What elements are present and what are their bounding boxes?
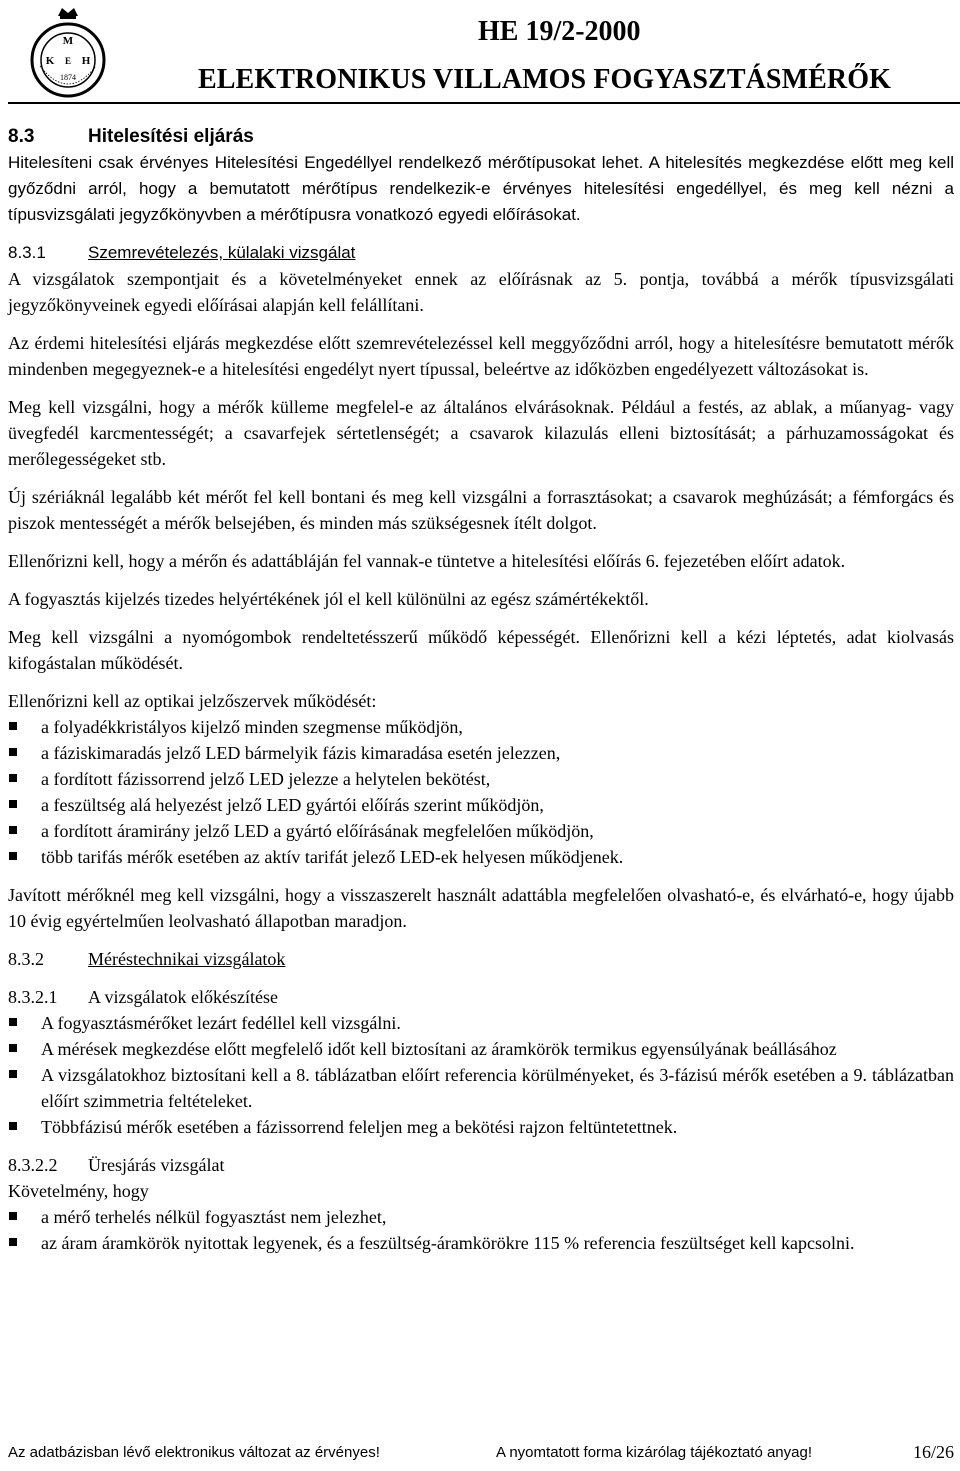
list-item: a fáziskimaradás jelző LED bármelyik fázis kimaradása esetén jelezzen,: [8, 740, 954, 766]
section-number: 8.3: [8, 126, 35, 147]
paragraph: Meg kell vizsgálni a nyomógombok rendeltetésszerű működő képességét. Ellenőrizni kell a kézi léptetés, adat kiolvasás kifogástalan működését.: [8, 627, 954, 673]
section-number: 8.3.1: [8, 243, 46, 262]
document-title: ELEKTRONIKUS VILLAMOS FOGYASZTÁSMÉRŐK: [198, 64, 891, 95]
section-number: 8.3.2: [8, 949, 44, 969]
section-title: Szemrevételezés, külalaki vizsgálat: [88, 243, 356, 262]
paragraph: Hitelesíteni csak érvényes Hitelesítési Engedéllyel rendelkező mérőtípusokat lehet. A hitelesítés megkezdése előtt meg kell győződni arról, hogy a bemutatott mérőtípus rendelkezik-e érvényes hitelesítési engedéllyel, és meg kell nézni a típusvizsgálati jegyzőkönyvben a mérőtípusra vonatkozó egyedi előírásokat.: [8, 153, 954, 224]
mkeh-seal-logo: [26, 6, 110, 100]
section-title: Hitelesítési eljárás: [88, 126, 254, 147]
paragraph: Meg kell vizsgálni, hogy a mérők külleme megfelel-e az általános elvárásoknak. Például a festés, az ablak, a műanyag- vagy üvegfedél karcmentességét; a csavarfejek sértetlenségét; a csavarok kilazulás elleni biztosítását; a párhuzamosságokat és merőlegességeket stb.: [8, 397, 954, 469]
list-item: az áram áramkörök nyitottak legyenek, és a feszültség-áramkörökre 115 % referencia feszültséget kell kapcsolni.: [8, 1230, 954, 1256]
section-heading-8-3-1: [8, 240, 954, 266]
section-title: Méréstechnikai vizsgálatok: [88, 949, 286, 969]
logo-letter-center: E: [64, 56, 72, 66]
paragraph: Az érdemi hitelesítési eljárás megkezdése előtt szemrevételezéssel kell meggyőződni arról, hogy a hitelesítésre bemutatott mérők mindenben megegyeznek-e a hitelesítési engedélyt nyert típussal, beleértve az időközben engedélyezett változásokat is.: [8, 333, 954, 379]
list-item: A mérések megkezdése előtt megfelelő időt kell biztosítani az áramkörök termikus egyensúlyának beállásához: [8, 1036, 954, 1062]
list-item: a mérő terhelés nélkül fogyasztást nem jelezhet,: [8, 1204, 954, 1230]
section-title: A vizsgálatok előkészítése: [88, 987, 278, 1007]
section-title: Üresjárás vizsgálat: [88, 1155, 225, 1175]
page-content: [8, 124, 954, 1256]
standard-code: HE 19/2-2000: [478, 16, 641, 47]
paragraph: Követelmény, hogy: [8, 1181, 149, 1201]
section-heading-8-3: [8, 124, 954, 150]
footer-validity-note: Az adatbázisban lévő elektronikus változat az érvényes!: [8, 1444, 380, 1461]
footer-print-note: A nyomtatott forma kizárólag tájékoztató anyag!: [496, 1444, 813, 1461]
logo-letter-top: M: [62, 35, 74, 47]
paragraph: Ellenőrizni kell az optikai jelzőszervek működését:: [8, 691, 377, 711]
paragraph: Új szériáknál legalább két mérőt fel kell bontani és meg kell vizsgálni a forrasztásokat; a csavarok meghúzását; a fémforgács és piszok mentességét a mérők belsejében, és minden más szükségesnek ítélt dolgot.: [8, 487, 954, 533]
page-header: [8, 2, 956, 100]
logo-year: 1874: [60, 73, 76, 82]
list-item: több tarifás mérők esetében az aktív tarifát jelező LED-ek helyesen működjenek.: [8, 844, 954, 870]
section-number: 8.3.2.1: [8, 987, 58, 1007]
page-number: 16/26: [912, 1442, 954, 1462]
list-item: a feszültség alá helyezést jelző LED gyártói előírás szerint működjön,: [8, 792, 954, 818]
list-item: A vizsgálatokhoz biztosítani kell a 8. táblázatban előírt referencia körülményeket, és 3-fázisú mérők esetében a 9. táblázatban előírt szimmetria feltételeket.: [8, 1062, 954, 1114]
section-heading-8-3-2: [8, 946, 954, 972]
logo-letter-right: H: [81, 55, 91, 67]
section-heading-8-3-2-2: [8, 1152, 954, 1178]
seal-icon: [26, 6, 110, 100]
list-item: A fogyasztásmérőket lezárt fedéllel kell vizsgálni.: [8, 1010, 954, 1036]
paragraph: Ellenőrizni kell, hogy a mérőn és adattábláján fel vannak-e tüntetve a hitelesítési előírás 6. fejezetében előírt adatok.: [8, 551, 846, 571]
bullet-list: [8, 1010, 954, 1140]
list-item: a folyadékkristályos kijelző minden szegmense működjön,: [8, 714, 954, 740]
list-item: a fordított fázissorrend jelző LED jelezze a helytelen bekötést,: [8, 766, 954, 792]
bullet-list: [8, 714, 954, 870]
list-item: a fordított áramirány jelző LED a gyártó előírásának megfelelően működjön,: [8, 818, 954, 844]
paragraph: Javított mérőknél meg kell vizsgálni, hogy a visszaszerelt használt adattábla megfelelően olvasható-e, és elvárható-e, hogy újabb 10 évig egyértelműen leolvasható állapotban maradjon.: [8, 885, 954, 931]
header-divider: [8, 102, 960, 104]
list-item: Többfázisú mérők esetében a fázissorrend feleljen meg a bekötési rajzon feltüntetettnek.: [8, 1114, 954, 1140]
paragraph: A vizsgálatok szempontjait és a követelményeket ennek az előírásnak az 5. pontja, továbbá a mérők típusvizsgálati jegyzőkönyveinek egyedi előírásai alapján kell felállítani.: [8, 269, 954, 315]
bullet-list: [8, 1204, 954, 1256]
paragraph: A fogyasztás kijelzés tizedes helyértékének jól el kell különülni az egész számértékektől.: [8, 589, 649, 609]
logo-letter-left: K: [45, 55, 55, 67]
section-number: 8.3.2.2: [8, 1155, 58, 1175]
section-heading-8-3-2-1: [8, 984, 954, 1010]
